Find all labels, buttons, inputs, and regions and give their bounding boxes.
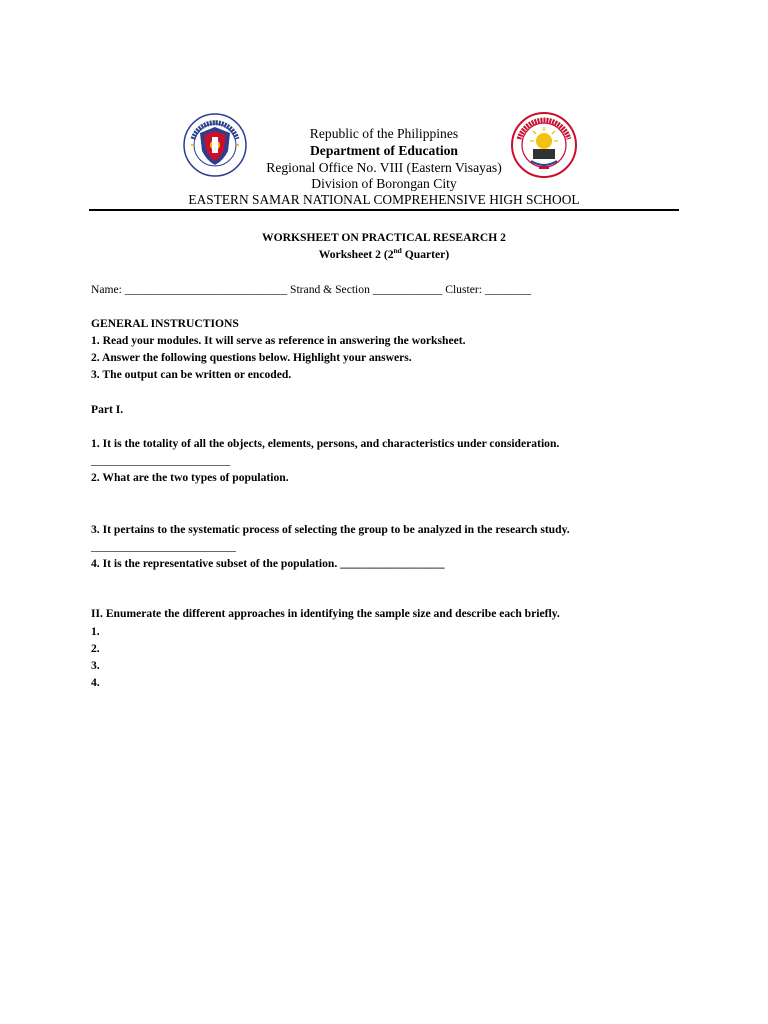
question-4: 4. It is the representative subset of the population. __________________ xyxy=(91,557,445,570)
worksheet-title: WORKSHEET ON PRACTICAL RESEARCH 2 xyxy=(262,231,506,244)
instruction-item: 2. Answer the following questions below. Highlight your answers. xyxy=(91,351,412,364)
header-regional-office: Regional Office No. VIII (Eastern Visayas) xyxy=(266,160,502,175)
instruction-item: 3. The output can be written or encoded. xyxy=(91,368,292,381)
header-divider xyxy=(89,209,679,211)
instructions-heading: GENERAL INSTRUCTIONS xyxy=(91,317,239,330)
answer-blank-3[interactable]: _________________________ xyxy=(91,540,236,553)
student-fields-line[interactable]: Name: ____________________________ Strand & Section ____________ Cluster: ________ xyxy=(91,283,532,296)
part1-heading: Part I. xyxy=(91,403,124,416)
header-republic: Republic of the Philippines xyxy=(309,126,459,141)
question-3: 3. It pertains to the systematic process of selecting the group to be analyzed in the research study. xyxy=(91,523,570,536)
enumeration-item: 2. xyxy=(91,642,100,655)
enumeration-item: 1. xyxy=(91,625,100,638)
answer-blank-1[interactable]: ________________________ xyxy=(91,454,231,467)
worksheet-subtitle: Worksheet 2 (2nd Quarter) xyxy=(318,246,450,261)
header-division: Division of Borongan City xyxy=(311,176,457,191)
instruction-item: 1. Read your modules. It will serve as reference in answering the worksheet. xyxy=(91,334,466,347)
header-school-name: EASTERN SAMAR NATIONAL COMPREHENSIVE HIGH SCHOOL xyxy=(188,192,580,207)
enumeration-item: 4. xyxy=(91,676,100,689)
header-department: Department of Education xyxy=(309,143,458,158)
part2-heading: II. Enumerate the different approaches in identifying the sample size and describe each briefly. xyxy=(91,607,560,620)
enumeration-item: 3. xyxy=(91,659,100,672)
question-1: 1. It is the totality of all the objects, elements, persons, and characteristics under consideration. xyxy=(91,437,560,450)
question-2: 2. What are the two types of population. xyxy=(91,471,289,484)
